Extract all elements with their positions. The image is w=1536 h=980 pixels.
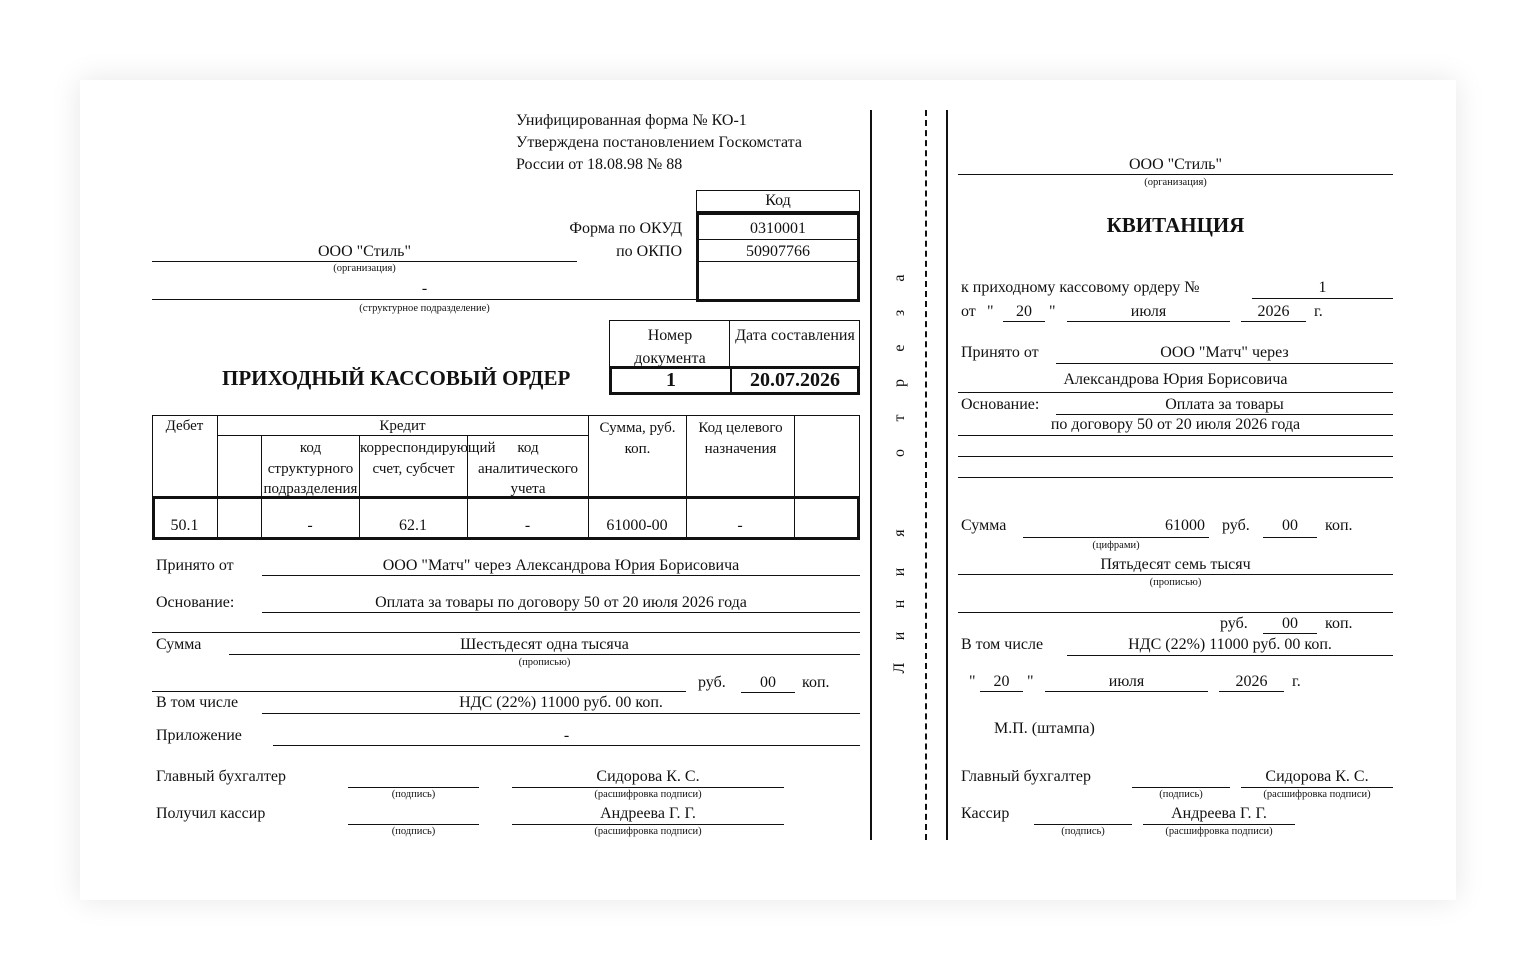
chief-accountant-label: Главный бухгалтер	[156, 768, 286, 785]
form-header-line3: России от 18.08.98 № 88	[516, 156, 683, 173]
number-header: Номер документа	[634, 327, 706, 367]
received-line2-underline	[958, 392, 1393, 393]
sum-label: Сумма	[156, 636, 202, 653]
receipt-cashier-label: Кассир	[961, 805, 1010, 822]
receipt-rub-label-2: руб.	[1220, 615, 1248, 632]
to-order-label: к приходному кассовому ордеру №	[961, 279, 1200, 296]
received-underline	[262, 575, 860, 576]
receipt-including-value: НДС (22%) 11000 руб. 00 коп.	[1128, 636, 1332, 653]
chief-accountant-name: Сидорова К. С.	[596, 768, 700, 785]
document-number: 1	[666, 369, 676, 391]
year2-underline	[1219, 691, 1284, 692]
received-value: ООО "Матч" через Александрова Юрия Борисовича	[382, 557, 740, 574]
sum-words-underline	[958, 574, 1393, 575]
receipt-cashier-decode-caption: (расшифровка подписи)	[1165, 826, 1273, 837]
structural-subdivision-header: код структурного подразделения	[263, 440, 358, 497]
receipt-cashier-name: Андреева Г. Г.	[1171, 805, 1267, 822]
receipt-chief-sign-line	[1132, 787, 1230, 788]
receipt-basis-line2: по договору 50 от 20 июля 2026 года	[1050, 416, 1301, 433]
subdivision-value: -	[421, 280, 428, 297]
basis-blank-line	[958, 456, 1393, 457]
code-divider	[698, 261, 858, 262]
receipt-border-line	[946, 110, 948, 840]
receipt-sum-label: Сумма	[961, 517, 1007, 534]
including-underline	[262, 713, 860, 714]
cashier-decode-caption: (расшифровка подписи)	[594, 826, 702, 837]
okud-value: 0310001	[750, 220, 806, 237]
document-title: ПРИХОДНЫЙ КАССОВЫЙ ОРДЕР	[222, 366, 571, 390]
basis-label: Основание:	[156, 594, 235, 611]
row-sum: 61000-00	[606, 517, 668, 534]
year-suffix-2: г.	[1292, 673, 1301, 690]
sum-extra-line	[152, 691, 686, 692]
receipt-received-line2: Александрова Юрия Борисовича	[1063, 371, 1288, 388]
receipt-received-line1: ООО "Матч" через	[1160, 344, 1289, 361]
number-date-header	[609, 320, 860, 368]
receipt-month: июля	[1130, 303, 1167, 320]
chief-decode-caption: (расшифровка подписи)	[594, 789, 702, 800]
including-label: В том числе	[156, 694, 239, 711]
credit-header: Кредит	[379, 418, 426, 434]
code-divider	[698, 239, 858, 240]
day-underline	[1003, 321, 1045, 322]
receipt-sum-digits: 61000	[1165, 517, 1205, 534]
chief-name-line	[512, 787, 784, 788]
receipt-kop-label-2: коп.	[1325, 615, 1353, 632]
kop-value-2-underline	[1263, 633, 1317, 634]
corresponding-account-header: корреспондирующий счет, субсчет	[360, 440, 496, 477]
receipt-day-2: 20	[993, 673, 1010, 690]
receipt-year: 2026	[1257, 303, 1290, 320]
basis-blank-line	[958, 477, 1393, 478]
month2-underline	[1045, 691, 1208, 692]
quote-open: "	[987, 303, 994, 320]
receipt-order-number: 1	[1318, 279, 1327, 296]
chief-sign-line	[348, 787, 479, 788]
form-header-line1: Унифицированная форма № КО-1	[516, 112, 747, 129]
number-date-values	[609, 366, 860, 395]
chief-sign-caption: (подпись)	[391, 789, 436, 800]
basis-underline	[262, 612, 860, 613]
sum-words: Шестьдесят одна тысяча	[460, 636, 629, 653]
cashier-name: Андреева Г. Г.	[600, 805, 696, 822]
receipt-month-2: июля	[1108, 673, 1145, 690]
code-header: Код	[765, 192, 791, 209]
attachment-value: -	[563, 727, 570, 744]
row-debit: 50.1	[170, 517, 199, 534]
subdivision-caption: (структурное подразделение)	[359, 303, 490, 314]
year-underline	[1241, 321, 1306, 322]
order-border-line	[870, 110, 872, 840]
receipt-chief-label: Главный бухгалтер	[961, 768, 1091, 785]
purpose-code-header: Код целевого назначения	[698, 420, 783, 457]
received-line1-underline	[1056, 363, 1393, 364]
basis-line2-underline	[958, 435, 1393, 436]
receipt-cashier-sign-caption: (подпись)	[1061, 826, 1105, 837]
kop-value-underline	[1263, 537, 1317, 538]
receipt-rub-label: руб.	[1222, 517, 1250, 534]
analytic-code-header: код аналитического учета	[477, 440, 579, 497]
debit-header: Дебет	[165, 418, 204, 434]
basis-value: Оплата за товары по договору 50 от 20 июля 2026 года	[375, 594, 747, 611]
cashier-name-line	[512, 824, 784, 825]
sum-underline	[229, 654, 860, 655]
receipt-cashier-sign-line	[1034, 824, 1132, 825]
receipt-cashier-name-line	[1143, 824, 1295, 825]
receipt-org-name: ООО "Стиль"	[1128, 156, 1223, 173]
row-analytic: -	[524, 517, 531, 534]
okpo-value: 50907766	[746, 243, 810, 260]
org-caption: (организация)	[333, 263, 396, 274]
sum-words-extra-line	[958, 612, 1393, 613]
receipt-words-caption: (прописью)	[1149, 577, 1202, 588]
row-purpose: -	[737, 517, 743, 534]
receipt-chief-name: Сидорова К. С.	[1265, 768, 1369, 785]
document-date: 20.07.2026	[750, 369, 840, 391]
receipt-kop-value: 00	[1282, 517, 1298, 534]
cashier-sign-caption: (подпись)	[391, 826, 436, 837]
subdivision-underline	[152, 299, 697, 300]
receipt-chief-name-line	[1241, 787, 1393, 788]
receipt-year-2: 2026	[1235, 673, 1268, 690]
order-number-underline	[1252, 298, 1393, 299]
attachment-underline	[273, 745, 860, 746]
month-underline	[1067, 321, 1230, 322]
received-label: Принято от	[156, 557, 234, 574]
okpo-label: по ОКПО	[616, 243, 682, 260]
attachment-label: Приложение	[156, 727, 242, 744]
receipt-title: КВИТАНЦИЯ	[1106, 213, 1245, 237]
receipt-org-underline	[958, 174, 1393, 175]
receipt-basis-label: Основание:	[961, 396, 1040, 413]
quote-close: "	[1049, 303, 1056, 320]
quote-close-2: "	[1027, 673, 1034, 690]
receipt-day: 20	[1016, 303, 1032, 320]
row-corresp: 62.1	[399, 517, 427, 534]
receipt-including-label: В том числе	[961, 636, 1044, 653]
receipt-received-label: Принято от	[961, 344, 1039, 361]
from-label: от	[961, 303, 976, 320]
org-name: ООО "Стиль"	[317, 243, 412, 260]
code-header-cell	[696, 190, 860, 212]
day2-underline	[980, 691, 1023, 692]
cashier-label: Получил кассир	[156, 805, 266, 822]
quote-open-2: "	[969, 673, 976, 690]
receipt-chief-decode-caption: (расшифровка подписи)	[1263, 789, 1371, 800]
rub-label: руб.	[698, 674, 726, 691]
receipt-kop-label: коп.	[1325, 517, 1353, 534]
receipt-org-caption: (организация)	[1144, 177, 1207, 188]
receipt-basis-line1: Оплата за товары	[1165, 396, 1284, 413]
including-value-underline	[1067, 655, 1393, 656]
kop-value: 00	[760, 674, 776, 691]
row-structural: -	[307, 517, 313, 534]
okud-label: Форма по ОКУД	[569, 220, 682, 237]
sum-words-caption: (прописью)	[518, 657, 571, 668]
year-suffix: г.	[1314, 303, 1323, 320]
credit-divider	[217, 435, 588, 436]
stamp-label: М.П. (штампа)	[994, 720, 1095, 737]
kop-label: коп.	[802, 674, 830, 691]
sum-header: Сумма, руб. коп.	[599, 420, 676, 457]
receipt-chief-sign-caption: (подпись)	[1159, 789, 1203, 800]
digits-caption: (цифрами)	[1092, 540, 1140, 551]
cut-dashed-line	[925, 110, 927, 840]
receipt-sum-words: Пятьдесят семь тысяч	[1100, 556, 1251, 573]
cashier-sign-line	[348, 824, 479, 825]
sum-digits-underline	[1023, 537, 1209, 538]
receipt-kop-value-2: 00	[1282, 615, 1298, 632]
form-header-line2: Утверждена постановлением Госкомстата	[516, 134, 802, 151]
basis-extra-line	[152, 632, 860, 633]
date-header: Дата составления	[735, 327, 855, 344]
including-value: НДС (22%) 11000 руб. 00 коп.	[459, 694, 663, 711]
org-underline	[152, 261, 577, 262]
